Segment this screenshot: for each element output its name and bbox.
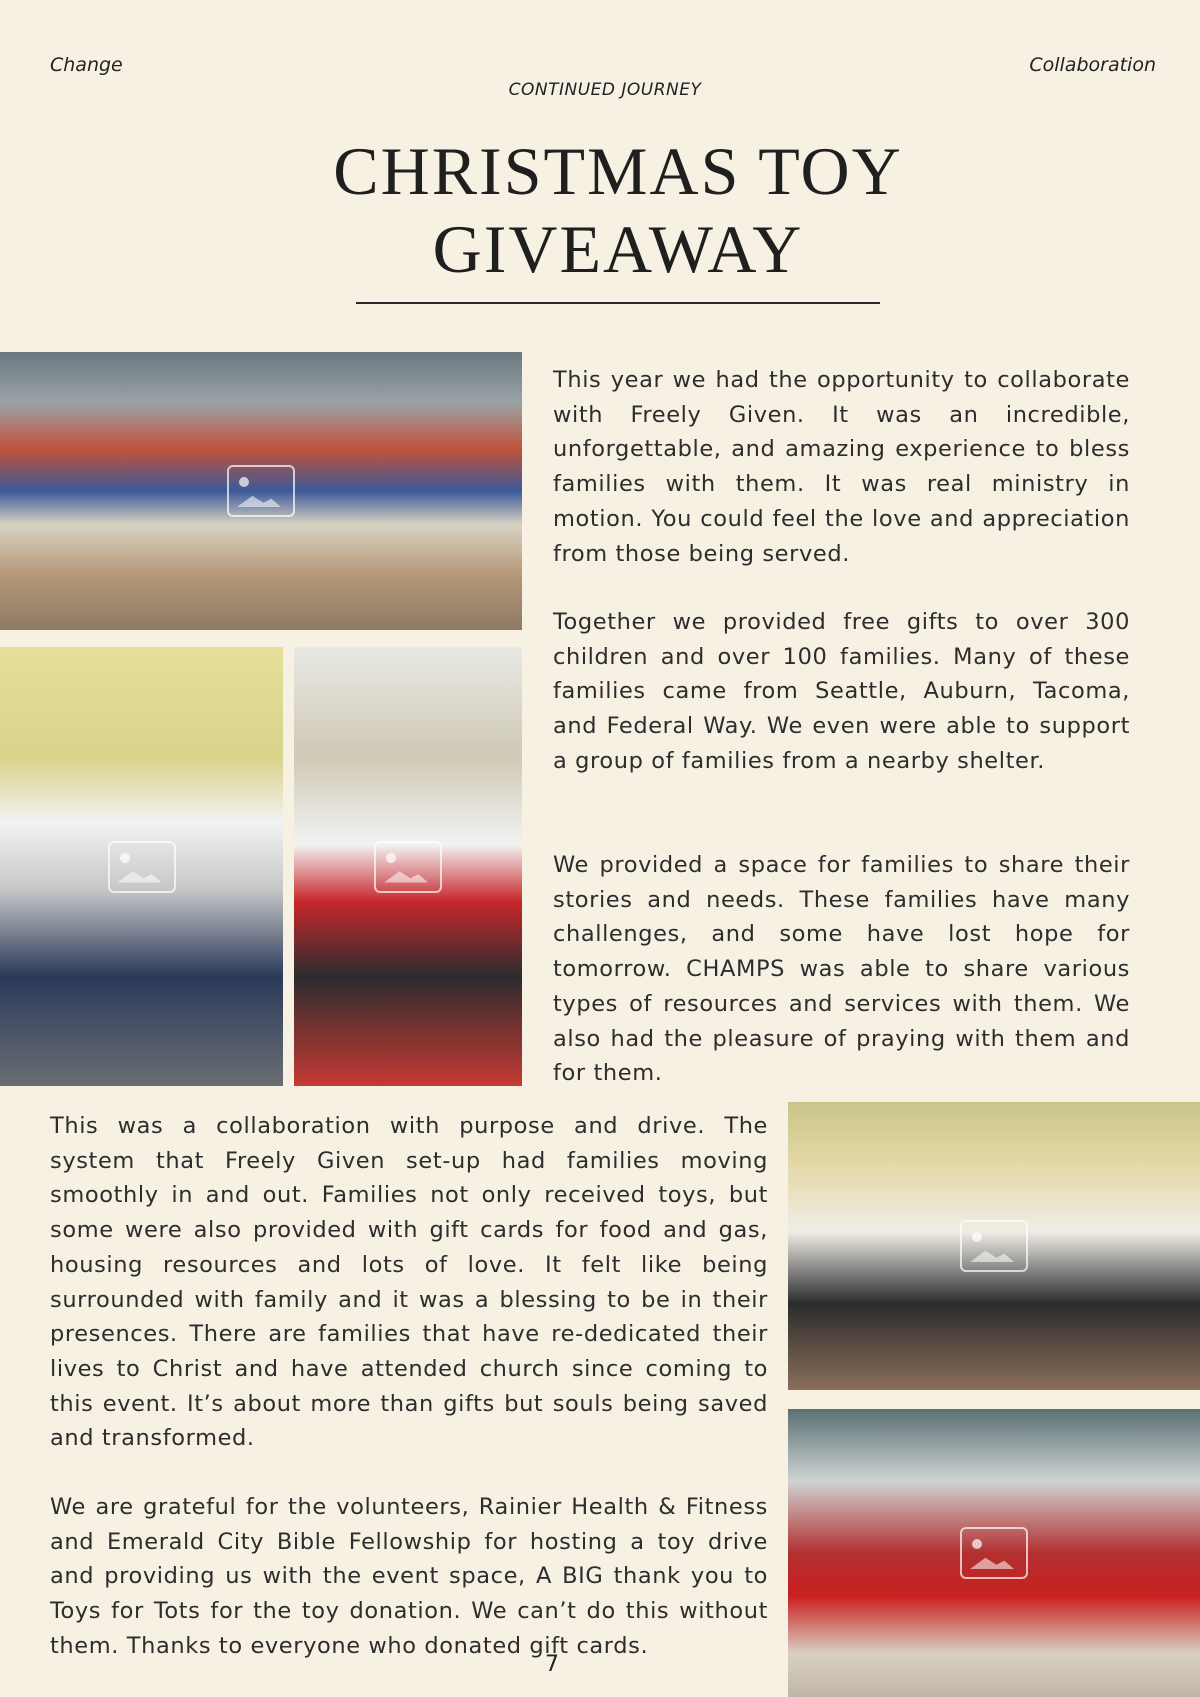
section-subtitle: CONTINUED JOURNEY <box>508 80 702 100</box>
gift-bags-photo <box>788 1409 1200 1697</box>
title-divider <box>356 302 880 304</box>
image-icon <box>108 841 176 893</box>
paragraph-collaboration: This year we had the opportunity to collaborate with Freely Given. It was an incredible, unforgettable, and amazing experience to bless families with them. It was real ministry in motion. You could feel the love and appreciation from those being served. <box>553 367 1130 567</box>
paragraph-thanks: We are grateful for the volunteers, Rainier Health & Fitness and Emerald City Bible Fellowship for hosting a toy drive and providing us with the event space, A BIG thank you to Toys for Tots for the toy donation. We can’t do this without them. Thanks to everyone who donated gift cards. <box>50 1494 768 1659</box>
header-left-label: Change <box>50 54 123 76</box>
title-line-2: GIVEAWAY <box>432 211 804 287</box>
title-line-1: CHRISTMAS TOY <box>333 133 903 209</box>
paragraph-gifts-provided: Together we provided free gifts to over 300 children and over 100 families. Many of these families came from Seattle, Auburn, Tacoma, and Federal Way. We even were able to support a group of families from a nearby shelter. <box>553 609 1130 774</box>
image-icon <box>227 465 295 517</box>
toy-donations-photo <box>0 352 522 630</box>
page-title <box>0 132 1200 288</box>
image-icon <box>960 1220 1028 1272</box>
paragraph-stories-needs: We provided a space for families to share their stories and needs. These families have many challenges, and some have lost hope for tomorrow. CHAMPS was able to share various types of resources and services with them. We also had the pleasure of praying with them and for them. <box>553 852 1130 1087</box>
paragraph-purpose-drive: This was a collaboration with purpose and drive. The system that Freely Given set-up had families moving smoothly in and out. Families not only received toys, but some were also provided with gift cards for food and gas, housing resources and lots of love. It felt like being surrounded with family and it was a blessing to be in their presences. There are families that have re-dedicated their lives to Christ and have attended church since coming to this event. It’s about more than gifts but souls being saved and transformed. <box>50 1113 768 1452</box>
image-icon <box>960 1527 1028 1579</box>
hug-photo <box>294 647 522 1086</box>
header-right-label: Collaboration <box>1029 54 1156 76</box>
prayer-circle-photo <box>788 1102 1200 1390</box>
prayer-photo <box>0 647 283 1086</box>
page-number: 7 <box>545 1652 559 1677</box>
image-icon <box>374 841 442 893</box>
